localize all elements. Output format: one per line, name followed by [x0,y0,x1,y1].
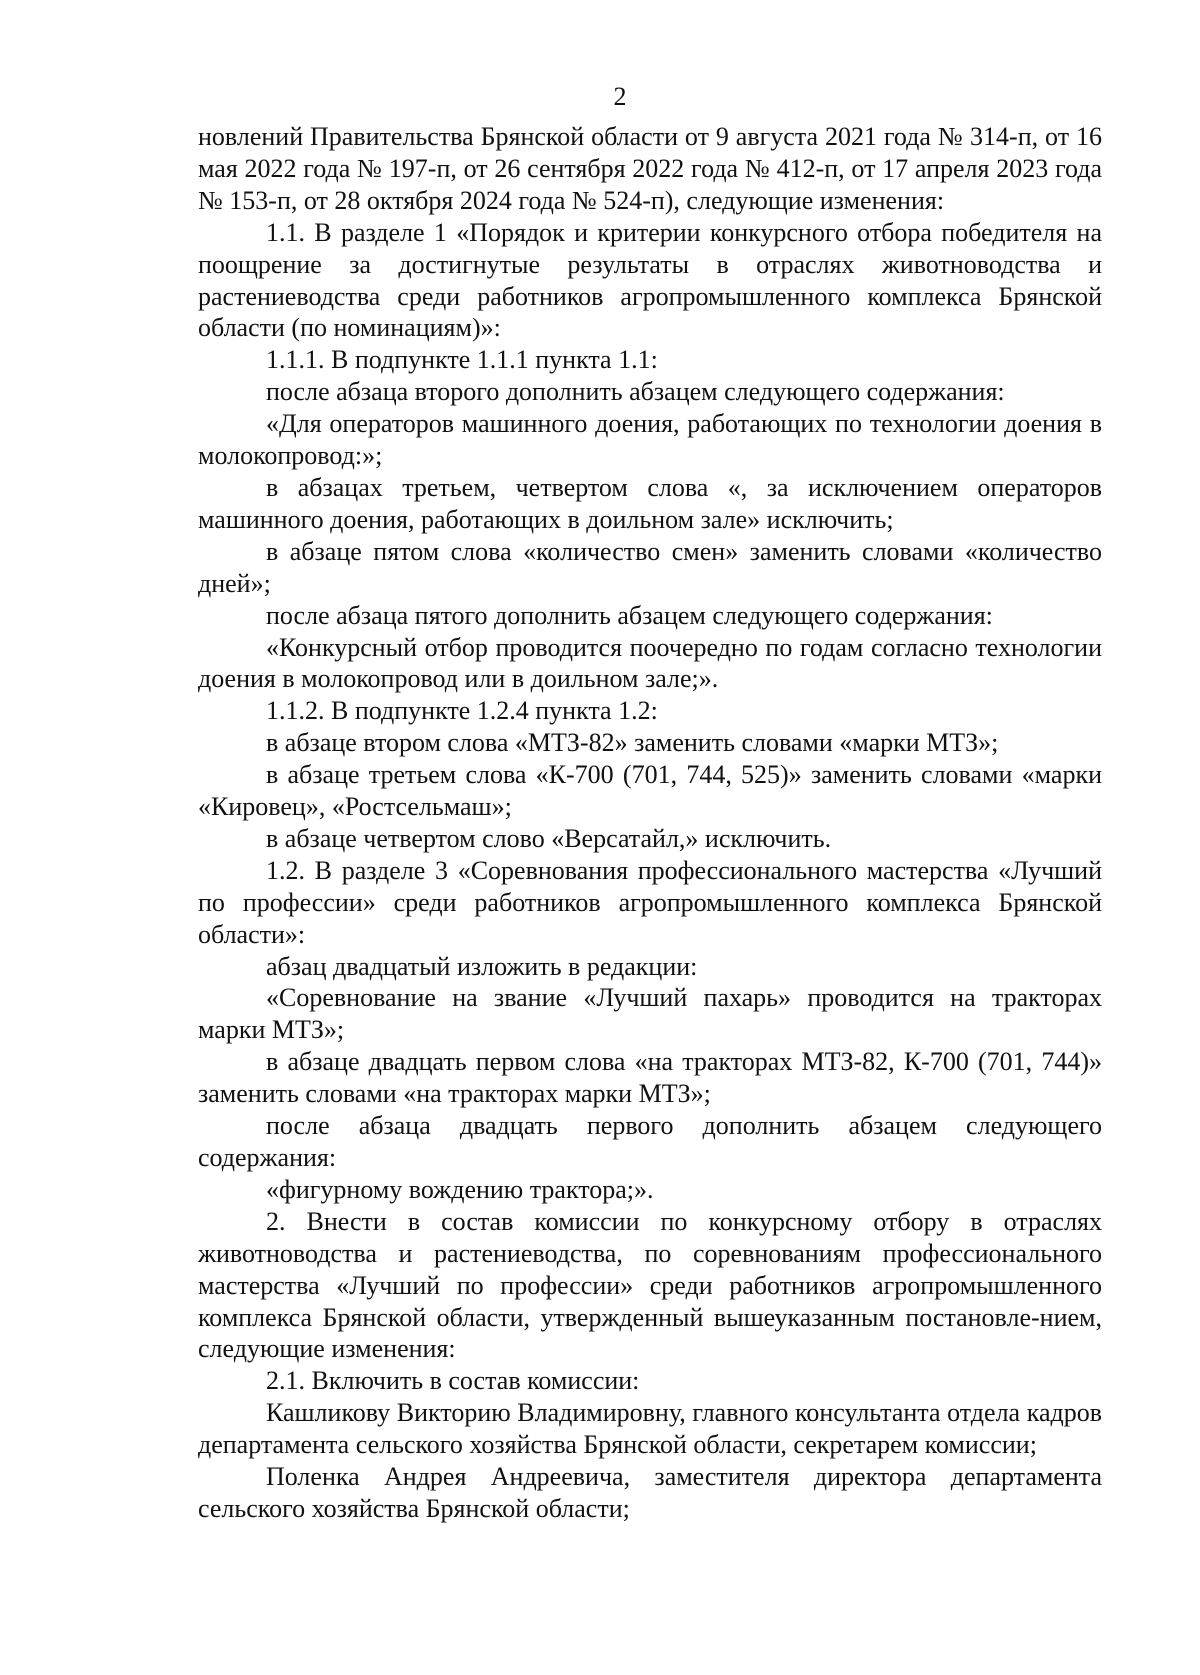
paragraph-1-2: 1.2. В разделе 3 «Соревнования профессионального мастерства «Лучший по профессии» среди работников агропромышленного комплекса Брянской области»: [198,855,1102,949]
paragraph-member: Кашликову Викторию Владимировну, главного консультанта отдела кадров департамента сельского хозяйства Брянской области, секретарем комиссии; [198,1398,1102,1460]
paragraph-1-1-2: 1.1.2. В подпункте 1.2.4 пункта 1.2: [266,696,658,726]
paragraph-quote: «Конкурсный отбор проводится поочередно по годам согласно технологии доения в молокопровод или в доильном зале;». [198,632,1102,694]
paragraph-quote: «Соревнование на звание «Лучший пахарь» проводится на тракторах марки МТЗ»; [198,983,1102,1045]
paragraph-1-1: 1.1. В разделе 1 «Порядок и критерии конкурсного отбора победителя на поощрение за достигнутые результаты в отраслях животноводства и растениеводства среди работников агропромышленного комплекса Брянской области (по номинациям)»: [198,217,1102,343]
paragraph: в абзаце третьем слова «К-700 (701, 744, 525)» заменить словами «марки «Кировец», «Ростсельмаш»; [198,760,1102,822]
paragraph-quote: «Для операторов машинного доения, работающих по технологии доения в молокопровод:»; [198,409,1102,471]
paragraph: в абзаце пятом слова «количество смен» заменить словами «количество дней»; [198,536,1102,598]
paragraph-quote: «фигурному вождению трактора;». [266,1174,654,1204]
paragraph-2: 2. Внести в состав комиссии по конкурсному отбору в отраслях животноводства и растениеводства, по соревнованиям профессионального мастерства «Лучший по профессии» среди работников агропромышленного комплекса Брянской области, утвержденный вышеуказанным постановле-нием, следующие изменения: [198,1206,1102,1364]
paragraph: в абзаце двадцать первом слова «на тракторах МТЗ-82, К-700 (701, 744)» заменить словами «на тракторах марки МТЗ»; [198,1047,1102,1109]
paragraph-2-1: 2.1. Включить в состав комиссии: [266,1366,640,1396]
paragraph: в абзаце втором слова «МТЗ-82» заменить словами «марки МТЗ»; [266,728,999,758]
paragraph: в абзацах третьем, четвертом слова «, за исключением операторов машинного доения, работающих в доильном зале» исключить; [198,472,1102,534]
paragraph: после абзаца двадцать первого дополнить абзацем следующего содержания: [198,1111,1102,1172]
paragraph-continuation: новлений Правительства Брянской области от 9 августа 2021 года № 314-п, от 16 мая 2022 года № 197-п, от 26 сентября 2022 года № 412-п, от 17 апреля 2023 года № 153-п, от 28 октября 2024 года № 524-п), следующие изменения: [198,122,1102,215]
document-body [198,121,1102,1525]
page-number: 2 [613,82,627,111]
paragraph-1-1-1: 1.1.1. В подпункте 1.1.1 пункта 1.1: [266,345,658,375]
paragraph: после абзаца второго дополнить абзацем следующего содержания: [266,377,1005,407]
paragraph: после абзаца пятого дополнить абзацем следующего содержания: [266,600,993,630]
paragraph: абзац двадцатый изложить в редакции: [266,951,698,981]
paragraph: в абзаце четвертом слово «Версатайл,» исключить. [266,823,832,853]
paragraph-member: Поленка Андрея Андреевича, заместителя директора департамента сельского хозяйства Брянской области; [198,1462,1102,1523]
